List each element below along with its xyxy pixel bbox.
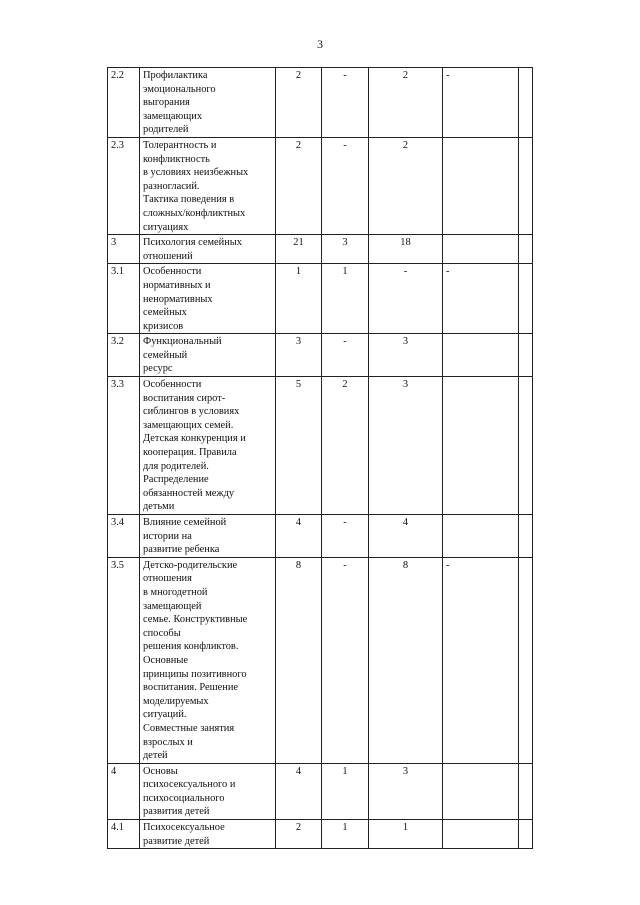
topic-title-line: в многодетной — [143, 586, 208, 598]
lecture-hours-cell: - — [322, 68, 369, 138]
topic-title-line: детьми — [143, 501, 175, 513]
lecture-hours-cell: - — [322, 515, 369, 558]
note-cell — [519, 820, 533, 849]
topic-title-line: эмоционального — [143, 83, 216, 95]
lecture-hours-cell: - — [322, 557, 369, 763]
topic-title-line: Распределение — [143, 474, 209, 486]
topic-title-line: воспитания. Решение — [143, 682, 238, 694]
row-number-cell: 3.4 — [108, 515, 140, 558]
control-form-cell: - — [443, 68, 519, 138]
control-form-cell — [443, 820, 519, 849]
topic-title-line: ситуаций. — [143, 709, 187, 721]
total-hours-cell: 21 — [276, 235, 322, 264]
practice-hours-cell: 8 — [369, 557, 443, 763]
topic-title-line: отношений — [143, 250, 193, 262]
topic-title-line: Толерантность и — [143, 139, 217, 151]
note-cell — [519, 68, 533, 138]
topic-title-line: нормативных и — [143, 279, 211, 291]
total-hours-cell: 5 — [276, 377, 322, 515]
note-cell — [519, 264, 533, 334]
topic-title-cell — [140, 763, 276, 819]
curriculum-table-body — [108, 68, 533, 849]
note-cell — [519, 137, 533, 234]
control-form-cell — [443, 515, 519, 558]
control-form-cell — [443, 377, 519, 515]
topic-title-line: отношения — [143, 573, 192, 585]
table-row — [108, 137, 533, 234]
row-number-cell: 3.3 — [108, 377, 140, 515]
topic-title-line: Особенности — [143, 266, 202, 278]
topic-title-line: развитие детей — [143, 835, 210, 847]
row-number-cell: 3.2 — [108, 334, 140, 377]
practice-hours-cell: 3 — [369, 377, 443, 515]
topic-title-line: моделируемых — [143, 695, 209, 707]
control-form-cell — [443, 334, 519, 377]
lecture-hours-cell: - — [322, 334, 369, 377]
topic-title-line: Психосексуальное — [143, 822, 225, 834]
topic-title-line: кризисов — [143, 320, 184, 332]
topic-title-line: психосексуального и — [143, 779, 236, 791]
topic-title-line: психосоциального — [143, 792, 225, 804]
control-form-cell — [443, 763, 519, 819]
control-form-cell — [443, 137, 519, 234]
practice-hours-cell: 1 — [369, 820, 443, 849]
total-hours-cell: 2 — [276, 820, 322, 849]
lecture-hours-cell: 1 — [322, 820, 369, 849]
topic-title-cell — [140, 377, 276, 515]
topic-title-line: решения конфликтов. — [143, 641, 239, 653]
topic-title-cell — [140, 264, 276, 334]
practice-hours-cell: 2 — [369, 68, 443, 138]
practice-hours-cell: 3 — [369, 334, 443, 377]
table-row — [108, 235, 533, 264]
topic-title-line: Тактика поведения в — [143, 194, 235, 206]
topic-title-line: Совместные занятия — [143, 722, 235, 734]
lecture-hours-cell: 2 — [322, 377, 369, 515]
table-row — [108, 68, 533, 138]
topic-title-line: выгорания — [143, 97, 190, 109]
topic-title-line: семейных — [143, 307, 187, 319]
topic-title-line: Особенности — [143, 379, 202, 391]
note-cell — [519, 763, 533, 819]
topic-title-line: Детская конкуренция и — [143, 433, 246, 445]
topic-title-line: Профилактика — [143, 70, 208, 81]
table-row — [108, 334, 533, 377]
control-form-cell: - — [443, 557, 519, 763]
lecture-hours-cell: - — [322, 137, 369, 234]
table-row — [108, 557, 533, 763]
topic-title-line: для родителей. — [143, 460, 209, 472]
topic-title-line: семье. Конструктивные — [143, 614, 248, 626]
note-cell — [519, 515, 533, 558]
total-hours-cell: 2 — [276, 68, 322, 138]
topic-title-cell — [140, 820, 276, 849]
topic-title-line: сложных/конфликтных — [143, 207, 246, 219]
topic-title-line: развитие ребенка — [143, 544, 220, 556]
total-hours-cell: 4 — [276, 763, 322, 819]
lecture-hours-cell: 3 — [322, 235, 369, 264]
topic-title-line: Основы — [143, 765, 178, 777]
total-hours-cell: 4 — [276, 515, 322, 558]
lecture-hours-cell: 1 — [322, 763, 369, 819]
topic-title-line: воспитания сирот- — [143, 392, 226, 404]
topic-title-line: в условиях неизбежных — [143, 167, 249, 179]
table-row — [108, 820, 533, 849]
practice-hours-cell: 18 — [369, 235, 443, 264]
topic-title-cell — [140, 68, 276, 138]
topic-title-cell — [140, 515, 276, 558]
row-number-cell: 3.5 — [108, 557, 140, 763]
row-number-cell: 4.1 — [108, 820, 140, 849]
note-cell — [519, 557, 533, 763]
table-row — [108, 763, 533, 819]
topic-title-line: семейный — [143, 349, 188, 361]
row-number-cell: 3 — [108, 235, 140, 264]
practice-hours-cell: 4 — [369, 515, 443, 558]
topic-title-line: детей — [143, 750, 168, 762]
topic-title-cell — [140, 557, 276, 763]
total-hours-cell: 1 — [276, 264, 322, 334]
topic-title-line: Основные — [143, 654, 188, 666]
topic-title-line: истории на — [143, 530, 192, 542]
topic-title-line: сиблингов в условиях — [143, 406, 240, 418]
row-number-cell: 4 — [108, 763, 140, 819]
note-cell — [519, 334, 533, 377]
practice-hours-cell: - — [369, 264, 443, 334]
curriculum-table — [107, 67, 533, 849]
note-cell — [519, 235, 533, 264]
row-number-cell: 2.2 — [108, 68, 140, 138]
table-row — [108, 515, 533, 558]
note-cell — [519, 377, 533, 515]
topic-title-line: обязанностей между — [143, 487, 235, 499]
topic-title-line: Детско-родительские — [143, 559, 238, 571]
lecture-hours-cell: 1 — [322, 264, 369, 334]
topic-title-cell — [140, 235, 276, 264]
topic-title-line: родителей — [143, 124, 189, 136]
topic-title-line: Функциональный — [143, 336, 222, 348]
table-row — [108, 264, 533, 334]
control-form-cell: - — [443, 264, 519, 334]
practice-hours-cell: 3 — [369, 763, 443, 819]
topic-title-line: конфликтность — [143, 153, 210, 165]
topic-title-line: развития детей — [143, 806, 210, 818]
topic-title-cell — [140, 137, 276, 234]
topic-title-cell — [140, 334, 276, 377]
total-hours-cell: 3 — [276, 334, 322, 377]
topic-title-line: взрослых и — [143, 736, 193, 748]
topic-title-line: замещающих — [143, 110, 203, 122]
topic-title-line: Влияние семейной — [143, 517, 227, 528]
topic-title-line: способы — [143, 627, 181, 639]
topic-title-line: ненормативных — [143, 293, 213, 305]
row-number-cell: 3.1 — [108, 264, 140, 334]
topic-title-line: ресурс — [143, 363, 173, 375]
table-row — [108, 377, 533, 515]
total-hours-cell: 8 — [276, 557, 322, 763]
topic-title-line: замещающей — [143, 600, 202, 612]
topic-title-line: замещающих семей. — [143, 419, 234, 431]
row-number-cell: 2.3 — [108, 137, 140, 234]
topic-title-line: ситуациях — [143, 221, 189, 233]
topic-title-line: Психология семейных — [143, 237, 242, 249]
practice-hours-cell: 2 — [369, 137, 443, 234]
page-number: 3 — [317, 37, 323, 51]
topic-title-line: кооперация. Правила — [143, 447, 237, 459]
total-hours-cell: 2 — [276, 137, 322, 234]
topic-title-line: принципы позитивного — [143, 668, 247, 680]
control-form-cell — [443, 235, 519, 264]
topic-title-line: разногласий. — [143, 180, 200, 192]
